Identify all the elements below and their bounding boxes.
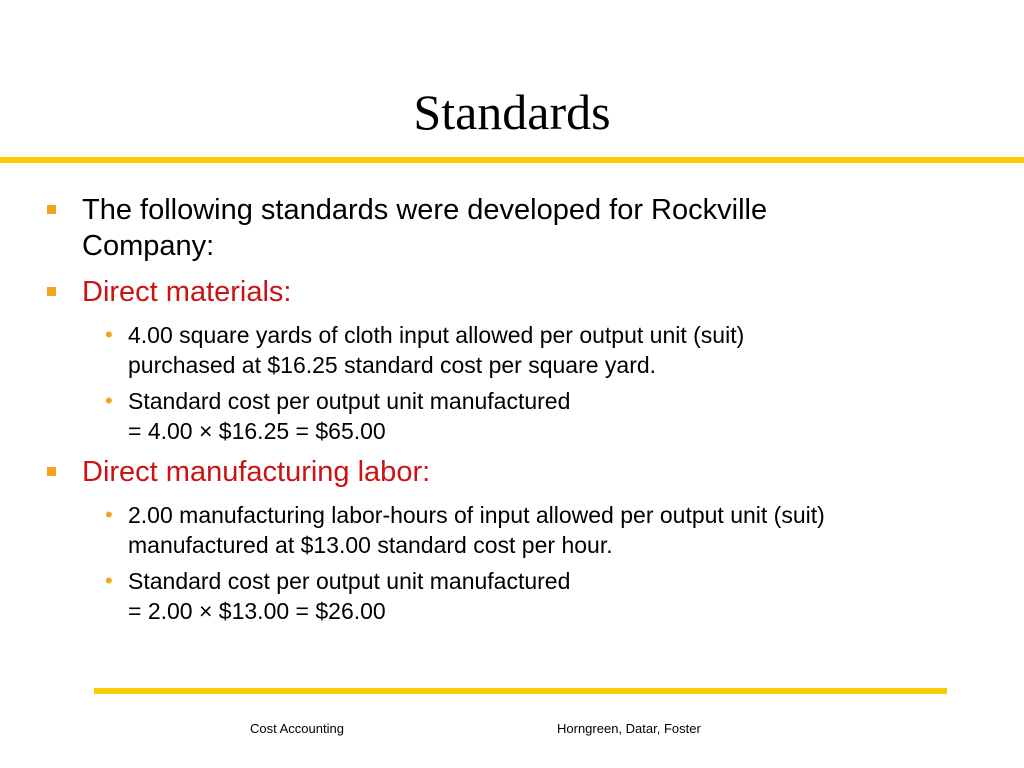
- footer-course: Cost Accounting: [250, 721, 344, 736]
- sub-bullet-materials-quantity: [105, 320, 994, 380]
- sub-bullet-labor-quantity: [105, 500, 994, 560]
- bullet-intro: [82, 192, 984, 264]
- direct-materials-heading: Direct materials:: [82, 276, 292, 308]
- sub-bullet-line: 4.00 square yards of cloth input allowed per output unit (suit): [128, 322, 745, 348]
- square-bullet-icon: [47, 467, 56, 476]
- square-bullet-icon: [47, 287, 56, 296]
- footer-divider: [94, 688, 947, 694]
- sub-bullet-line: Standard cost per output unit manufactured: [128, 568, 571, 594]
- sub-bullet-line: 2.00 manufacturing labor-hours of input allowed per output unit (suit): [128, 502, 825, 528]
- slide-content: [0, 192, 1024, 632]
- bullet-intro-line-1: The following standards were developed for Rockville: [82, 194, 768, 226]
- bullet-intro-line-2: Company:: [82, 230, 215, 262]
- direct-labor-heading: Direct manufacturing labor:: [82, 456, 431, 488]
- title-divider: [0, 157, 1024, 163]
- bullet-direct-materials: [82, 274, 984, 310]
- round-bullet-icon: •: [105, 502, 113, 527]
- sub-bullet-line: = 4.00 × $16.25 = $65.00: [128, 418, 386, 444]
- sub-bullet-line: = 2.00 × $13.00 = $26.00: [128, 598, 386, 624]
- round-bullet-icon: •: [105, 322, 113, 347]
- round-bullet-icon: •: [105, 568, 113, 593]
- sub-bullet-line: purchased at $16.25 standard cost per square yard.: [128, 352, 657, 378]
- sub-bullet-line: manufactured at $13.00 standard cost per hour.: [128, 532, 613, 558]
- footer-authors: Horngreen, Datar, Foster: [557, 721, 701, 736]
- sub-bullet-materials-cost: [105, 386, 994, 446]
- slide-title: Standards: [413, 84, 611, 140]
- sub-bullet-line: Standard cost per output unit manufactured: [128, 388, 571, 414]
- round-bullet-icon: •: [105, 388, 113, 413]
- square-bullet-icon: [47, 205, 56, 214]
- sub-bullet-labor-cost: [105, 566, 994, 626]
- bullet-direct-labor: [82, 454, 984, 490]
